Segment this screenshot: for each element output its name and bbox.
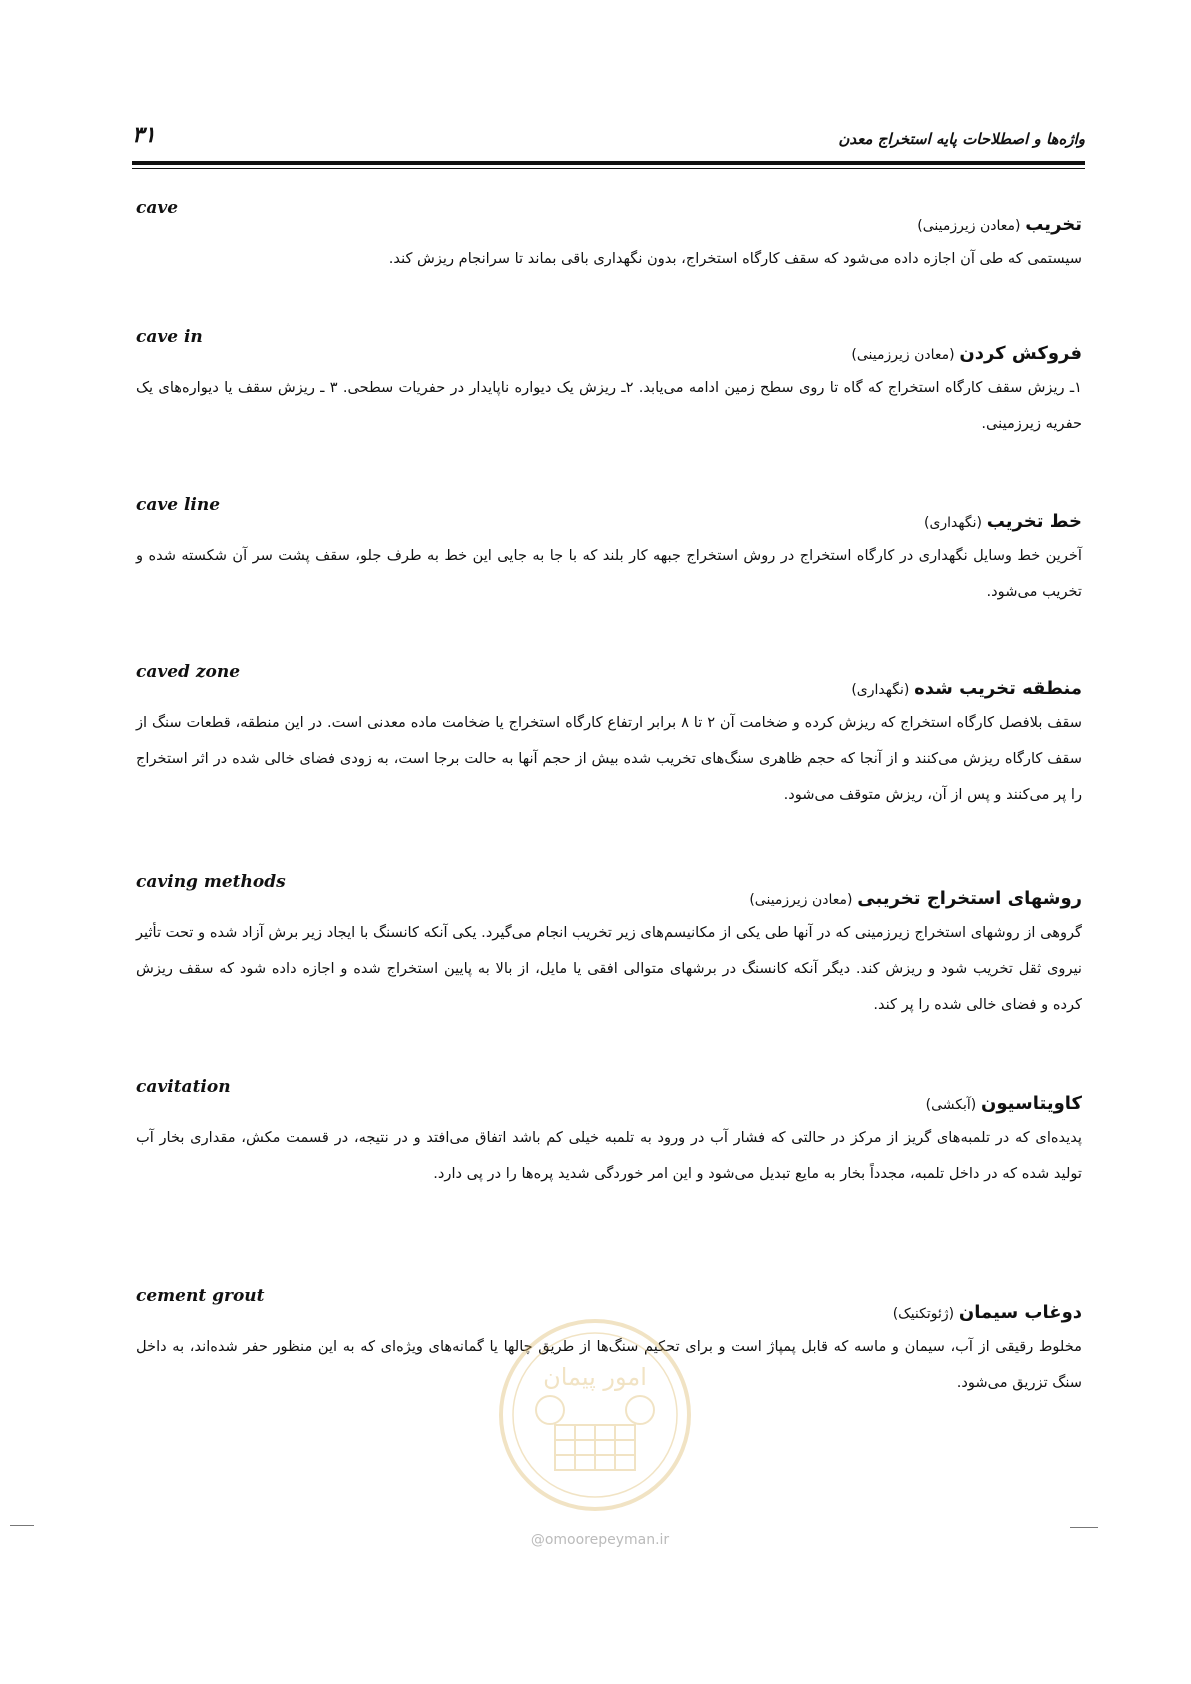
term-definition: مخلوط رقیقی از آب، سیمان و ماسه که قابل پمپاژ است و برای تحکیم سنگ‌ها از طریق چالها یا گمانه‌های ویژه‌ای که به این منظور حفر شده‌اند، به داخل سنگ تزریق می‌شود. [136,1338,1082,1391]
entry-headline [136,327,1082,368]
term-definition: آخرین خط وسایل نگهداری در کارگاه استخراج در روش استخراج جبهه کار بلند که با جا به جایی این خط به طرف جلو، سقف پشت سر آن شکسته شده و تخریب می‌شود. [136,547,1082,600]
term-definition: گروهی از روشهای استخراج زیرزمینی که در آنها طی یکی از مکانیسم‌های زیر تخریب انجام می‌گیرد. یکی آنکه کانسنگ با ایجاد زیر برش آزاد شده و تحت تأثیر نیروی ثقل تخریب شود و ریزش کند. دیگر آنکه کانسنگ در برشهای متوالی افقی یا مایل، از بالا به پایین استخراج شده و اجازه داده شود که سقف ریزش کرده و فضای خالی شده را پر کند. [136,924,1082,1013]
page-number: ۳۱ [132,122,156,148]
entry-headline [136,198,1082,239]
term-definition: سیستمی که طی آن اجازه داده می‌شود که سقف کارگاه استخراج، بدون نگهداری باقی بماند تا سرانجام ریزش کند. [388,250,1082,267]
entry-headline [136,1077,1082,1118]
term-persian: منطقه تخریب شده [914,678,1082,699]
term-persian: خط تخریب [986,511,1082,532]
term-category: (ژئوتکنیک) [892,1306,955,1322]
page-header [132,122,1085,166]
watermark-logo-icon [495,1315,695,1515]
running-title: واژه‌ها و اصطلاحات پایه استخراج معدن [838,130,1085,148]
glossary-entry [136,872,1082,1023]
term-english: caved zone [136,662,241,682]
watermark-url: @omoorepeyman.ir [530,1532,670,1548]
watermark-text: امور پیمان [543,1363,647,1391]
term-persian: روشهای استخراج تخریبی [857,888,1082,909]
header-rule-thick [132,161,1085,165]
glossary-entry [136,198,1082,277]
header-rule-thin [132,168,1085,169]
term-category: (نگهداری) [923,515,982,531]
term-category: (آبکشی) [925,1097,977,1113]
term-definition: ۱ـ ریزش سقف کارگاه استخراج که گاه تا روی سطح زمین ادامه می‌یابد. ۲ـ ریزش یک دیواره ناپایدار در حفریات سطحی. ۳ ـ ریزش سقف یا دیواره‌های یک حفریه زیرزمینی. [136,379,1082,432]
term-category: (معادن زیرزمینی) [749,892,853,908]
term-category: (معادن زیرزمینی) [851,347,955,363]
glossary-entry [136,495,1082,610]
term-english: cavitation [136,1077,231,1097]
term-persian: فروکش کردن [959,343,1082,364]
scan-edge-mark [10,1525,34,1526]
entry-headline [136,495,1082,536]
term-persian: کاویتاسیون [981,1093,1082,1114]
term-category: (نگهداری) [851,682,910,698]
term-category: (معادن زیرزمینی) [917,218,1021,234]
term-definition: سقف بلافصل کارگاه استخراج که ریزش کرده و ضخامت آن ۲ تا ۸ برابر ارتفاع کارگاه استخراج یا ضخامت ماده معدنی است. در این منطقه، قطعات سنگ از سقف کارگاه ریزش می‌کنند و از آنجا که حجم ظاهری سنگ‌های تخریب شده بیش از حجم آنها به حالت برجا است، به زودی فضای خالی شده در اثر استخراج را پر می‌کنند و پس از آن، ریزش متوقف می‌شود. [136,714,1082,803]
term-english: cave line [136,495,221,515]
term-persian: تخریب [1025,214,1082,235]
scan-edge-mark [1070,1527,1098,1528]
glossary-entry [136,327,1082,442]
term-english: caving methods [136,872,286,892]
entry-headline [136,662,1082,703]
term-english: cave [136,198,179,218]
term-english: cement grout [136,1286,265,1306]
glossary-entry [136,1077,1082,1192]
glossary-entry [136,662,1082,813]
term-english: cave in [136,327,203,347]
term-persian: دوغاب سیمان [958,1302,1082,1323]
term-definition: پدیده‌ای که در تلمبه‌های گریز از مرکز در حالتی که فشار آب در ورود به تلمبه خیلی کم باشد اتفاق می‌افتد و در نتیجه، در قسمت مکش، مقداری بخار آب تولید شده که در داخل تلمبه، مجدداً بخار به مایع تبدیل می‌شود و این امر خوردگی شدید پره‌ها را در پی دارد. [136,1129,1082,1182]
